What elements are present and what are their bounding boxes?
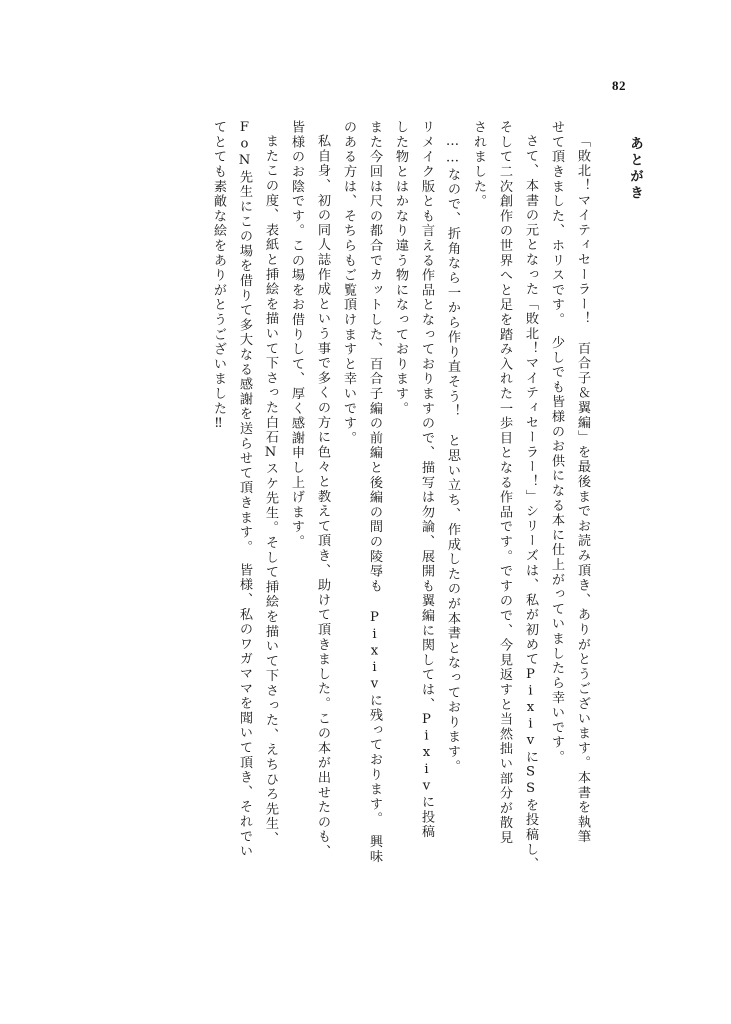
- page-number: 82: [612, 78, 626, 93]
- body-column: さて、本書の元となった「敗北！マイティセーラー！」シリーズは、私が初めてPixivにSSを投稿し、: [523, 134, 538, 872]
- afterword-heading: あとがき: [627, 136, 643, 202]
- body-column: そして二次創作の世界へと足を踏み入れた一歩目となる作品です。ですので、今見返すと当然拙い部分が散見: [497, 120, 512, 846]
- body-column: リメイク版とも言える作品となっておりますので、描写は勿論、展開も翼編に関しては、Pixivに投稿: [419, 120, 434, 840]
- body-column: また今回は尺の都合でカットした、百合子編の前編と後編の間の陵辱も Pixivに残っております。 興味: [367, 120, 382, 865]
- body-column: またこの度、表紙と挿絵を描いて下さった白石Nスケ先生。そして挿絵を描いて下さった、えちひろ先生、: [263, 134, 278, 847]
- vertical-text-body: [105, 120, 641, 964]
- body-column: した物とはかなり違う物になっております。: [393, 120, 408, 416]
- body-column: FoN先生にこの場を借りて多大なる感謝を送らせて頂きます。 皆様、私のワガママを聞いて頂き、それでい: [237, 120, 252, 859]
- body-column: 皆様のお陰です。この場をお借りして、厚く感謝申し上げます。: [289, 120, 304, 550]
- body-column: ……なので、折角なら一から作り直そう！ と思い立ち、作成したのが本書となっております。: [445, 134, 460, 774]
- body-column: せて頂きました、ホリスです。 少しでも皆様のお供になる本に仕上がっていましたら幸いです。: [549, 120, 564, 765]
- body-column: のある方は、そちらもご覧頂けますと幸いです。: [341, 120, 356, 446]
- body-column: 「敗北！マイティセーラー！ 百合子＆翼編」を最後までお読み頂き、ありがとうございます。本書を執筆: [575, 134, 590, 845]
- body-column: てとても素敵な絵をありがとうございました‼: [211, 120, 226, 433]
- body-column: 私自身、初の同人誌作成という事で多くの方に色々と教えて頂き、助けて頂きました。この本が出せたのも、: [315, 134, 330, 860]
- body-column: されました。: [471, 120, 486, 209]
